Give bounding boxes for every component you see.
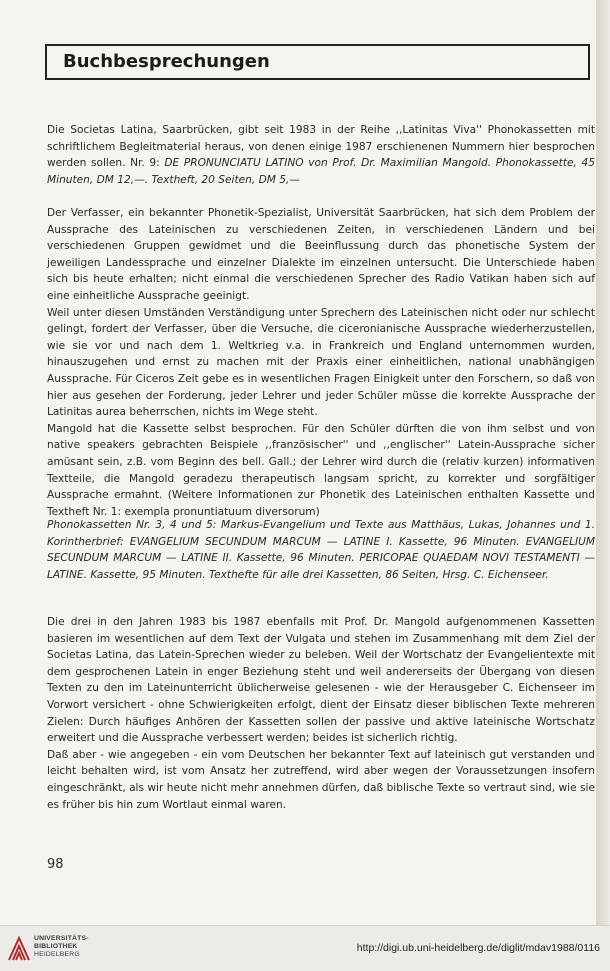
logo-line-2: BIBLIOTHEK (34, 943, 78, 950)
paragraph-2: Der Verfasser, ein bekannter Phonetik-Spezialist, Universität Saarbrücken, hat sich dem Problem der Aussprache des Lateinischen zu verschiedenen Zeiten, in verschiedenen Ländern und bei verschiedenen Gruppen gewidmet und die Beeinflussung durch das phonetische System der jeweiligen Landessprache und einzelner Dialekte im einzelnen untersucht. Die Unterschiede haben sich bis heute erhalten; nicht einmal die verschiedenen Sprecher des Radio Vatikan haben sich auf eine einheitliche Aussprache geeinigt. (47, 207, 595, 302)
review-intro-2 (47, 517, 595, 583)
logo-line-3: HEIDELBERG (34, 951, 80, 958)
paragraph-7: Daß aber - wie angegeben - ein vom Deutschen her bekannter Text auf lateinisch gut verstanden und leicht behalten wird, ist vom Ansatz her zutreffend, wird aber wegen der Voraussetzungen insofern eingeschränkt, als wir heute nicht mehr annehmen dürfen, daß biblische Texte so vertraut sind, wie sie es früher bis hin zum Wortlaut einmal waren. (47, 748, 595, 811)
logo-line-1: UNIVERSITÄTS- (34, 935, 89, 942)
section-heading: Buchbesprechungen (45, 44, 590, 80)
page-number: 98 (47, 857, 64, 872)
intro-text: Die Societas Latina, Saarbrücken, gibt seit 1983 in der Reihe ,,Latinitas Viva'' Phonokassetten mit schriftlichem Begleitmaterial heraus, von denen einige 1987 erschienenen Nummern hier besprochen werden sollen. Nr. 9: (47, 124, 595, 170)
paragraph-5: Phonokassetten Nr. 3, 4 und 5: Markus-Evangelium und Texte aus Matthäus, Lukas, Johannes und 1. Korintherbrief: EVANGELIUM SECUNDUM MARCUM — LATINE I. Kassette, 96 Minuten. EVANGELIUM SECUNDUM MARCUM — LATINE II. Kassette, 96 Minuten. PERICOPAE QUAEDAM NOVI TESTAMENTI — LATINE. Kassette, 95 Minuten. Texthefte für alle drei Kassetten, 86 Seiten, Hrsg. C. Eichenseer. (47, 519, 595, 581)
intro-title-italic: DE PRONUNCIATU LATINO von Prof. Dr. Maximilian Mangold. Phonokassette, 45 Minuten, DM 12,—. Textheft, 20 Seiten, DM 5,— (47, 157, 595, 186)
paragraph-3: Weil unter diesen Umständen Verständigung unter Sprechern des Lateinischen nicht oder nur schlecht gelingt, fordert der Verfasser, über die Versuche, die ciceronianische Aussprache wiederherzustellen, wie sie vor und nach dem 1. Weltkrieg v.a. in Frankreich und England unternommen wurden, hinauszugehen und ernst zu machen mit der Praxis einer einheitlichen, national unabhängigen Aussprache. Für Ciceros Zeit gebe es in wesentlichen Fragen Einigkeit unter den Forschern, so daß von hier aus gesehen der Forderung, jeder Lehrer und jeder Schüler müsse die korrekte Aussprache der Latinitas aurea beherrschen, nichts im Wege steht. (47, 306, 595, 419)
logo-text (34, 935, 89, 959)
source-url-link[interactable]: http://digi.ub.uni-heidelberg.de/diglit/mdav1988/0116 (356, 942, 600, 954)
paragraph-4: Mangold hat die Kassette selbst besprochen. Für den Schüler dürften die von ihm selbst und von native speakers gebrachten Beispiele ,,französischer'' und ,,englischer'' Latein-Aussprache sicher amüsant sein, z.B. vom Beginn des bell. Gall.; der Lehrer wird durch die (relativ kurzen) informativen Textteile, die Mangold geradezu therapeutisch langsam spricht, zu korrekter und sorgfältiger Aussprache ermahnt. (Weitere Informationen zur Phonetik des Lateinischen enthalten Kassette und Textheft Nr. 1: exempla pronuntiatuum diversorum) (47, 422, 595, 518)
review-body-2 (47, 614, 595, 813)
paragraph-6: Die drei in den Jahren 1983 bis 1987 ebenfalls mit Prof. Dr. Mangold aufgenommenen Kassetten basieren im wesentlichen auf dem Text der Vulgata und stehen im Zusammenhang mit dem Ziel der Societas Latina, das Latein-Sprechen wieder zu beleben. Weil der Wortschatz der Evangelientexte mit dem gesprochenen Latein in enger Beziehung steht und weil andererseits der Übergang von diesen Texten zu den im Lateinunterricht üblicherweise gelesenen - wie der Herausgeber C. Eichenseer im Vorwort versichert - ohne Schwierigkeiten erfolgt, dient der Einsatz dieser biblischen Texte mehreren Zielen: Durch häufiges Anhören der Kassetten sollen der passive und aktive lateinische Wortschatz erweitert und die Aussprache verbessert werden; beides ist sicherlich richtig. (47, 616, 595, 745)
review-body-1 (47, 205, 595, 520)
page-edge (596, 0, 610, 925)
review-intro-paragraph (47, 122, 595, 188)
